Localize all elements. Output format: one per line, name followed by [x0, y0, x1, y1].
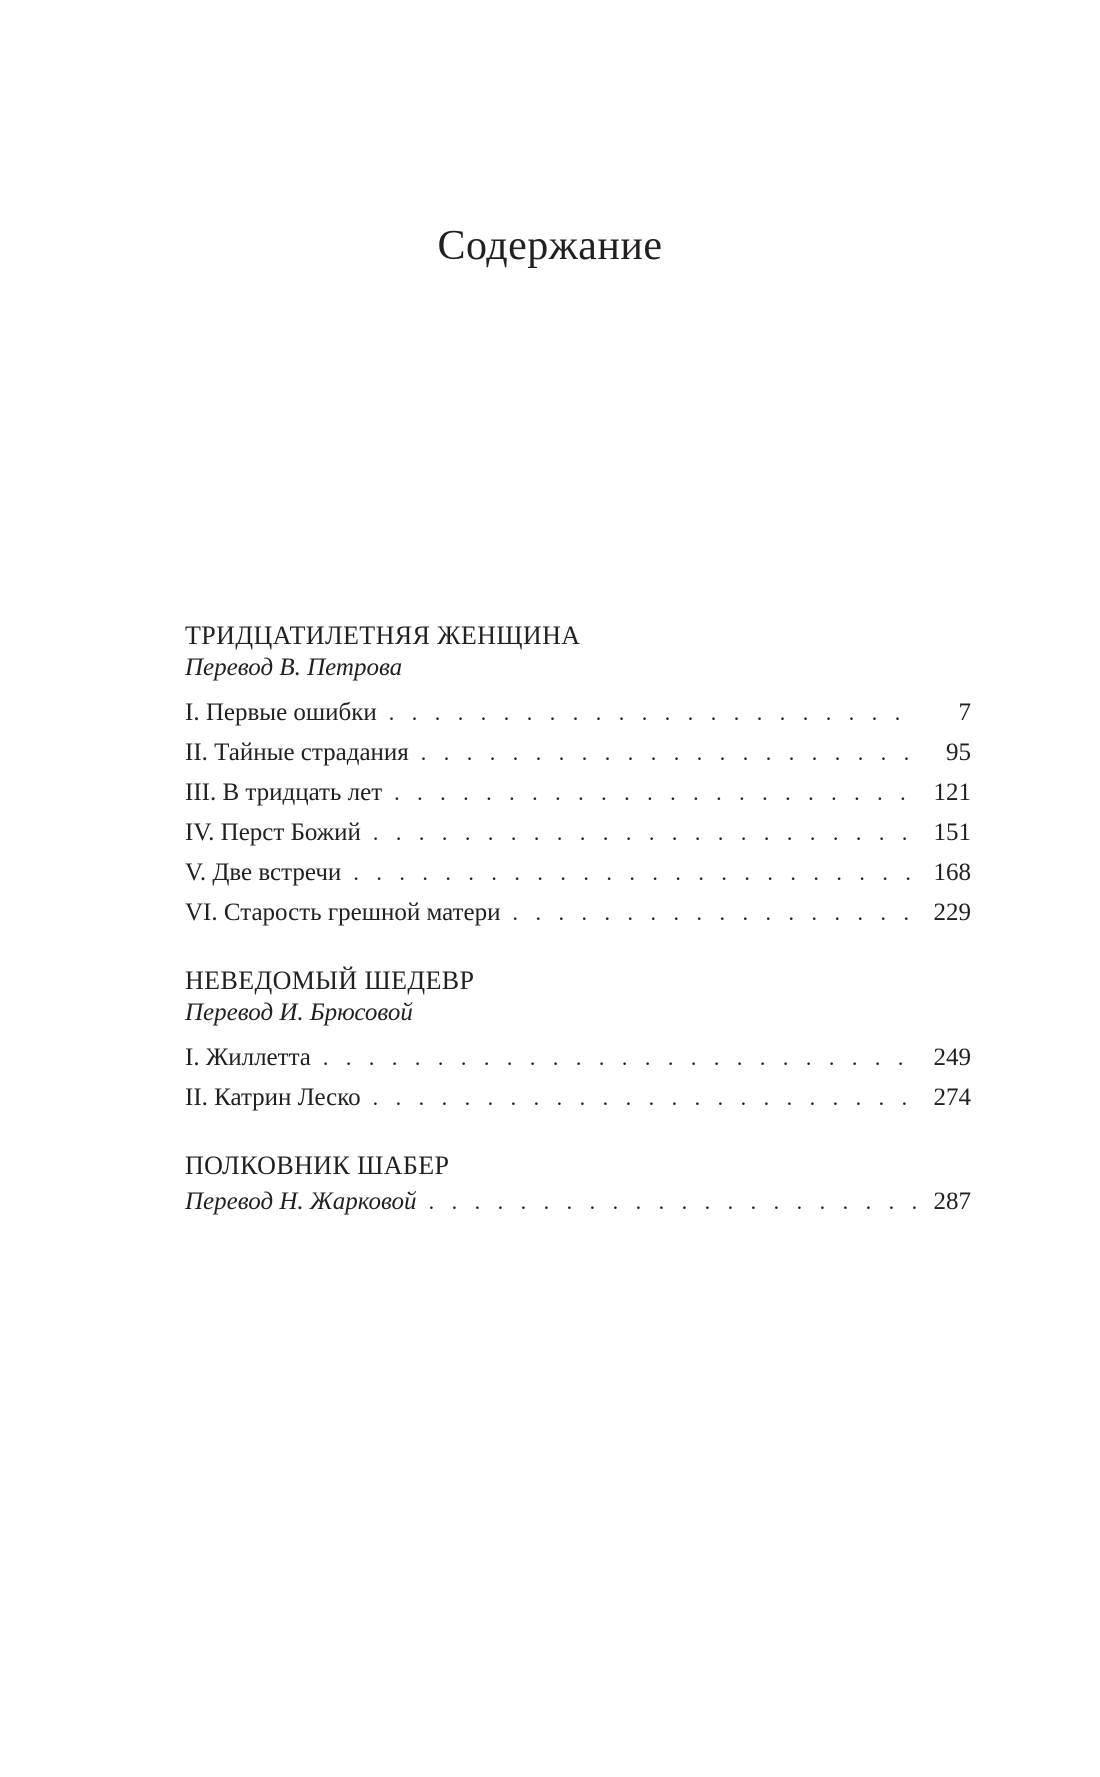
toc-entry[interactable] [185, 693, 971, 733]
toc-entry-label: I. Жиллетта [185, 1044, 311, 1071]
toc-entry[interactable] [185, 1078, 971, 1118]
dot-leader [394, 773, 917, 813]
toc-entry-label: IV. Перст Божий [185, 819, 361, 846]
dot-leader [353, 853, 917, 893]
toc-entry-label: III. В тридцать лет [185, 779, 383, 806]
toc-entry[interactable] [185, 1182, 971, 1222]
toc-entry-page: 7 [958, 699, 971, 726]
dot-leader [373, 813, 917, 853]
section-title: ПОЛКОВНИК ШАБЕР [185, 1151, 450, 1180]
toc-entry-page: 274 [933, 1084, 971, 1111]
toc-entry-label: Перевод Н. Жарковой [185, 1188, 417, 1215]
toc-entry-page: 168 [933, 859, 971, 886]
toc-entry-label: V. Две встречи [185, 859, 342, 886]
toc-entry[interactable] [185, 893, 971, 933]
section-title: НЕВЕДОМЫЙ ШЕДЕВР [185, 966, 475, 995]
toc-entry[interactable] [185, 773, 971, 813]
toc-entry[interactable] [185, 733, 971, 773]
dot-leader [323, 1038, 917, 1078]
toc-entry-page: 249 [933, 1044, 971, 1071]
toc-entry-page: 151 [933, 819, 971, 846]
dot-leader [389, 693, 917, 733]
toc-entry-page: 121 [933, 779, 971, 806]
dot-leader [421, 733, 917, 773]
section-title: ТРИДЦАТИЛЕТНЯЯ ЖЕНЩИНА [185, 621, 581, 650]
section-translator: Перевод В. Петрова [185, 654, 403, 681]
toc-entry-label: II. Катрин Леско [185, 1084, 361, 1111]
toc-entry[interactable] [185, 853, 971, 893]
toc-entry-label: VI. Старость грешной матери [185, 899, 501, 926]
toc-entry-page: 287 [933, 1188, 971, 1215]
toc-section [185, 620, 971, 933]
toc-entry-label: I. Первые ошибки [185, 699, 377, 726]
page-title: Содержание [437, 223, 663, 269]
toc-entry-page: 95 [946, 739, 971, 766]
toc-section [185, 1150, 971, 1222]
dot-leader [429, 1182, 917, 1222]
table-of-contents [185, 620, 971, 1222]
toc-entry[interactable] [185, 1038, 971, 1078]
section-translator: Перевод И. Брюсовой [185, 999, 413, 1026]
toc-section [185, 965, 971, 1118]
toc-entry-page: 229 [933, 899, 971, 926]
toc-entry[interactable] [185, 813, 971, 853]
dot-leader [373, 1078, 917, 1118]
dot-leader [512, 893, 917, 933]
toc-entry-label: II. Тайные страдания [185, 739, 409, 766]
